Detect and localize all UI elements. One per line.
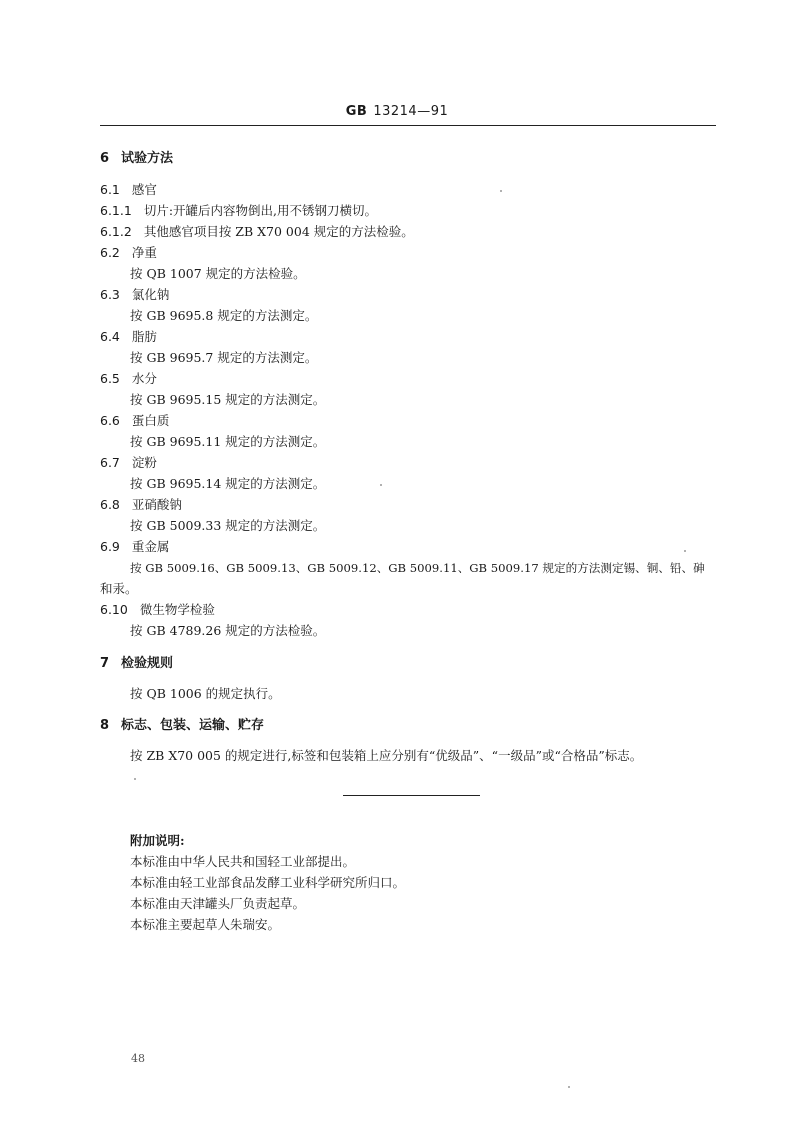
page-number: 48 [131,1052,145,1065]
section-title: 标志、包装、运输、贮存 [121,718,265,733]
scan-speck [380,484,382,486]
note-line: 本标准主要起草人朱瑞安。 [130,917,281,932]
clause-text: 切片:开罐后内容物倒出,用不锈钢刀横切。 [143,203,377,218]
clause-6-9-body-continued: 和汞。 [100,581,138,596]
clause-6-9-body: 按 GB 5009.16、GB 5009.13、GB 5009.12、GB 5009.11、GB 5009.17 规定的方法测定锡、铜、铅、砷 [130,561,705,575]
section-title: 检验规则 [121,656,174,671]
clause-title: 淀粉 [131,455,157,470]
clause-text: 其他感官项目按 ZB X70 004 规定的方法检验。 [143,224,414,239]
section-6-heading [100,151,173,167]
standard-prefix: GB [345,104,368,119]
clause-number: 6.1 [100,182,120,197]
scan-speck [134,778,136,780]
section-number: 8 [100,718,110,733]
clause-6-2-body: 按 QB 1007 规定的方法检验。 [130,266,306,281]
clause-title: 亚硝酸钠 [131,497,182,512]
clause-title: 重金属 [131,539,170,554]
clause-6-4-body: 按 GB 9695.7 规定的方法测定。 [130,350,318,365]
clause-number: 6.6 [100,413,120,428]
clause-title: 感官 [131,182,157,197]
clause-6-7-body: 按 GB 9695.14 规定的方法测定。 [130,476,326,491]
clause-number: 6.3 [100,287,120,302]
note-line: 本标准由中华人民共和国轻工业部提出。 [130,854,356,869]
clause-6-3 [100,287,169,303]
scan-speck [568,1086,570,1088]
clause-number: 6.8 [100,497,120,512]
section-7-heading [100,656,173,672]
clause-title: 蛋白质 [131,413,170,428]
clause-6-5 [100,371,157,387]
note-line: 本标准由轻工业部食品发酵工业科学研究所归口。 [130,875,406,890]
clause-6-10-body: 按 GB 4789.26 规定的方法检验。 [130,623,326,638]
clause-6-9 [100,539,169,555]
clause-6-8-body: 按 GB 5009.33 规定的方法测定。 [130,518,326,533]
clause-number: 6.9 [100,539,120,554]
section-7-body: 按 QB 1006 的规定执行。 [130,686,281,701]
standard-code-header [0,104,794,119]
clause-6-3-body: 按 GB 9695.8 规定的方法测定。 [130,308,318,323]
standard-number: 13214—91 [373,104,449,119]
note-line: 本标准由天津罐头厂负责起草。 [130,896,306,911]
clause-number: 6.1.1 [100,203,132,218]
clause-number: 6.7 [100,455,120,470]
header-divider [100,125,716,126]
clause-number: 6.5 [100,371,120,386]
notes-title: 附加说明: [130,833,185,848]
clause-title: 水分 [131,371,157,386]
clause-6-6 [100,413,169,429]
clause-6-10 [100,602,215,618]
clause-title: 净重 [131,245,157,260]
clause-title: 脂肪 [131,329,157,344]
clause-title: 氯化钠 [131,287,170,302]
clause-6-6-body: 按 GB 9695.11 规定的方法测定。 [130,434,326,449]
clause-6-1-2 [100,224,414,240]
clause-number: 6.4 [100,329,120,344]
clause-6-1 [100,182,157,198]
clause-6-2 [100,245,157,261]
end-of-text-rule [343,795,480,796]
clause-6-4 [100,329,157,345]
clause-6-1-1 [100,203,377,219]
clause-title: 微生物学检验 [139,602,215,617]
clause-number: 6.2 [100,245,120,260]
clause-number: 6.10 [100,602,128,617]
clause-number: 6.1.2 [100,224,132,239]
section-title: 试验方法 [121,151,174,166]
clause-6-8 [100,497,182,513]
clause-6-5-body: 按 GB 9695.15 规定的方法测定。 [130,392,326,407]
section-8-heading [100,718,264,734]
clause-6-7 [100,455,157,471]
scan-speck [684,550,686,552]
section-number: 6 [100,151,110,166]
scan-speck [500,190,502,192]
section-8-body: 按 ZB X70 005 的规定进行,标签和包装箱上应分别有“优级品”、“一级品”或“合格品”标志。 [130,748,643,763]
section-number: 7 [100,656,110,671]
